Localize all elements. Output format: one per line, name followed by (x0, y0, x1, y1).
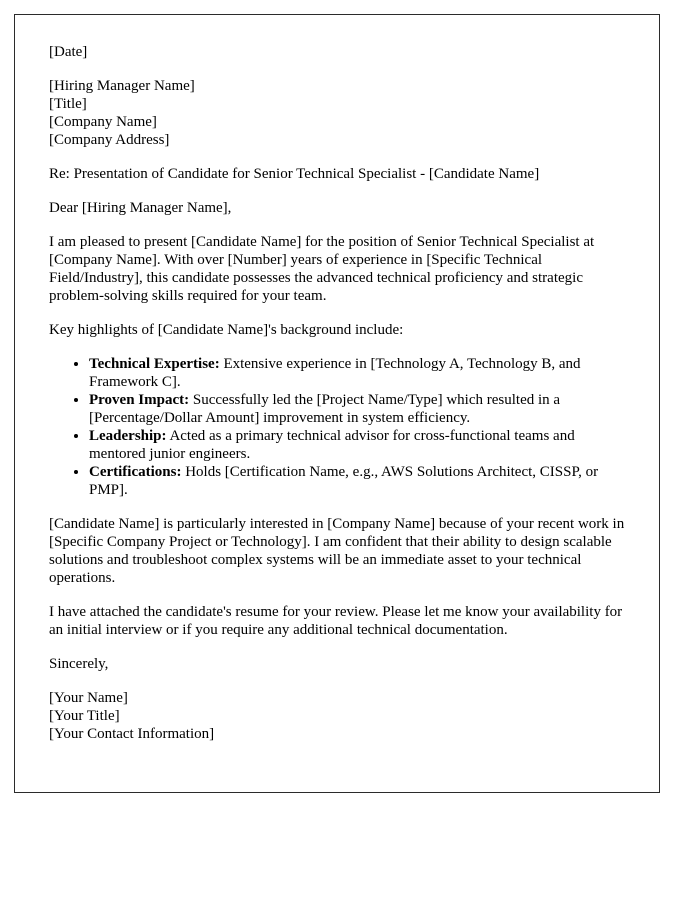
highlight-item (89, 427, 625, 463)
signature-name-line: [Your Name] (49, 690, 128, 706)
signature-contact-line: [Your Contact Information] (49, 726, 215, 742)
highlight-text: Acted as a primary technical advisor for cross-functional teams and mentored junior engineers. (89, 428, 575, 462)
recipient-title-line: [Title] (49, 96, 87, 112)
recipient-company-line: [Company Name] (49, 114, 157, 130)
highlight-text: Extensive experience in [Technology A, Technology B, and Framework C]. (89, 356, 581, 390)
highlight-item (89, 355, 625, 391)
recipient-address-line: [Company Address] (49, 132, 170, 148)
signature-block (49, 689, 625, 743)
subject-line: Re: Presentation of Candidate for Senior Technical Specialist - [Candidate Name] (49, 166, 540, 182)
signature-title-line: [Your Title] (49, 708, 120, 724)
letter-page (14, 14, 660, 793)
highlight-text: Holds [Certification Name, e.g., AWS Solutions Architect, CISSP, or PMP]. (89, 464, 599, 498)
recipient-name-line: [Hiring Manager Name] (49, 78, 195, 94)
highlight-item (89, 391, 625, 427)
salutation: Dear [Hiring Manager Name], (49, 200, 232, 216)
intro-paragraph: I am pleased to present [Candidate Name] for the position of Senior Technical Specialist at [Company Name]. With over [Number] years of experience in [Specific Technical Field/Industry], this candidate possesses the advanced technical proficiency and strategic problem-solving skills required for your team. (49, 234, 595, 304)
highlight-label: Technical Expertise: (89, 356, 220, 372)
highlight-label: Certifications: (89, 464, 182, 480)
highlight-label: Leadership: (89, 428, 167, 444)
interest-paragraph: [Candidate Name] is particularly interested in [Company Name] because of your recent work in [Specific Company Project or Technology]. I am confident that their ability to design scalable solutions and troubleshoot complex systems will be an immediate asset to your technical operations. (49, 516, 625, 586)
closing-line: Sincerely, (49, 656, 109, 672)
highlight-text: Successfully led the [Project Name/Type] which resulted in a [Percentage/Dollar Amount] improvement in system efficiency. (89, 392, 561, 426)
highlights-intro-paragraph: Key highlights of [Candidate Name]'s background include: (49, 322, 404, 338)
highlight-item (89, 463, 625, 499)
highlight-label: Proven Impact: (89, 392, 190, 408)
highlights-list (49, 355, 625, 499)
date-line: [Date] (49, 44, 88, 60)
recipient-block (49, 77, 625, 149)
attachment-paragraph: I have attached the candidate's resume for your review. Please let me know your availability for an initial interview or if you require any additional technical documentation. (49, 604, 623, 638)
